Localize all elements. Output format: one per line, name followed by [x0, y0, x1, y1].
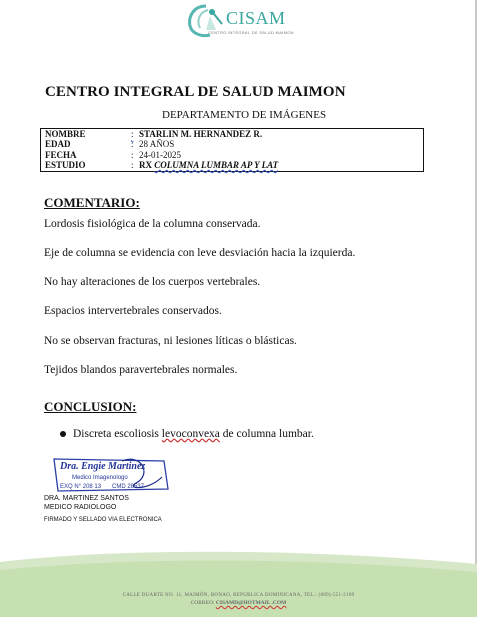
comment-heading: COMENTARIO: [44, 195, 140, 210]
patient-name: STARLIN M. HERNANDEZ R. [139, 129, 263, 139]
study-date: 24-01-2025 [139, 150, 181, 160]
signer-name: DRA. MARTINEZ SANTOS [44, 495, 129, 502]
comment-line: Eje de columna se evidencia con leve desviación hacia la izquierda. [44, 247, 356, 259]
footer-email[interactable]: CISAMD@HOTMAIL .COM [215, 600, 287, 606]
stamp-icon [52, 455, 172, 495]
conclusion-heading: CONCLUSION: [44, 399, 137, 414]
conclusion-item [73, 428, 314, 440]
footer-email-line [0, 600, 477, 606]
footer-wave [0, 548, 477, 617]
comment-line: No hay alteraciones de los cuerpos vertebrales. [44, 276, 261, 288]
comment-line: Lordosis fisiológica de la columna conservada. [44, 218, 261, 230]
patient-age: 28 AÑOS [139, 139, 175, 149]
stamp-cmd: CMD 28537 [112, 484, 145, 490]
comment-line: Tejidos blandos paravertebrales normales. [44, 364, 238, 376]
stamp-role: Medico Imagenologo [72, 475, 128, 481]
comment-line: No se observan fracturas, ni lesiones líticas o blásticas. [44, 335, 297, 347]
patient-info-box [40, 128, 424, 172]
logo-wordmark: CISAM [226, 8, 286, 28]
email-prefix: CORREO: [190, 600, 216, 606]
stamp-name: Dra. Engie Martinez [60, 461, 146, 472]
field-separator: : [131, 150, 134, 160]
comment-line: Espacios intervertebrales conservados. [44, 305, 222, 317]
electronic-signature-note: FIRMADO Y SELLADO VIA ELECTRONICA [44, 517, 162, 523]
logo-subtitle: CENTRO INTEGRAL DE SALUD MAIMON [208, 30, 294, 35]
field-label: EDAD [45, 139, 71, 149]
department-label: DEPARTAMENTO DE IMÁGENES [162, 109, 327, 121]
conclusion-text: de columna lumbar. [219, 428, 314, 440]
signer-role: MEDICO RADIOLOGO [44, 504, 117, 511]
field-separator: : [131, 160, 134, 170]
study-description: COLUMNA LUMBAR AP Y LAT [154, 160, 279, 170]
signature-block [44, 494, 129, 512]
document-title: CENTRO INTEGRAL DE SALUD MAIMON [45, 84, 346, 100]
field-separator: : [131, 129, 134, 139]
spellcheck-flagged-word: levoconvexa [161, 428, 220, 440]
field-label: FECHA [45, 150, 77, 160]
footer-address: CALLE DUARTE NO. 11, MAIMÓN, BONAO, REPUBLICA DOMINICANA, TEL.: (809)-551-2109 [122, 593, 355, 598]
study-name [139, 160, 278, 171]
doctor-stamp [52, 455, 172, 495]
cisam-logo [186, 2, 296, 42]
stamp-exequatur: EXQ N° 208 13 [60, 484, 102, 490]
bullet-icon [60, 431, 66, 437]
field-label: NOMBRE [45, 129, 86, 139]
field-separator: : [131, 139, 134, 149]
conclusion-text: Discreta escoliosis [73, 428, 162, 440]
field-label: ESTUDIO [45, 160, 86, 170]
study-prefix: RX [139, 160, 155, 170]
